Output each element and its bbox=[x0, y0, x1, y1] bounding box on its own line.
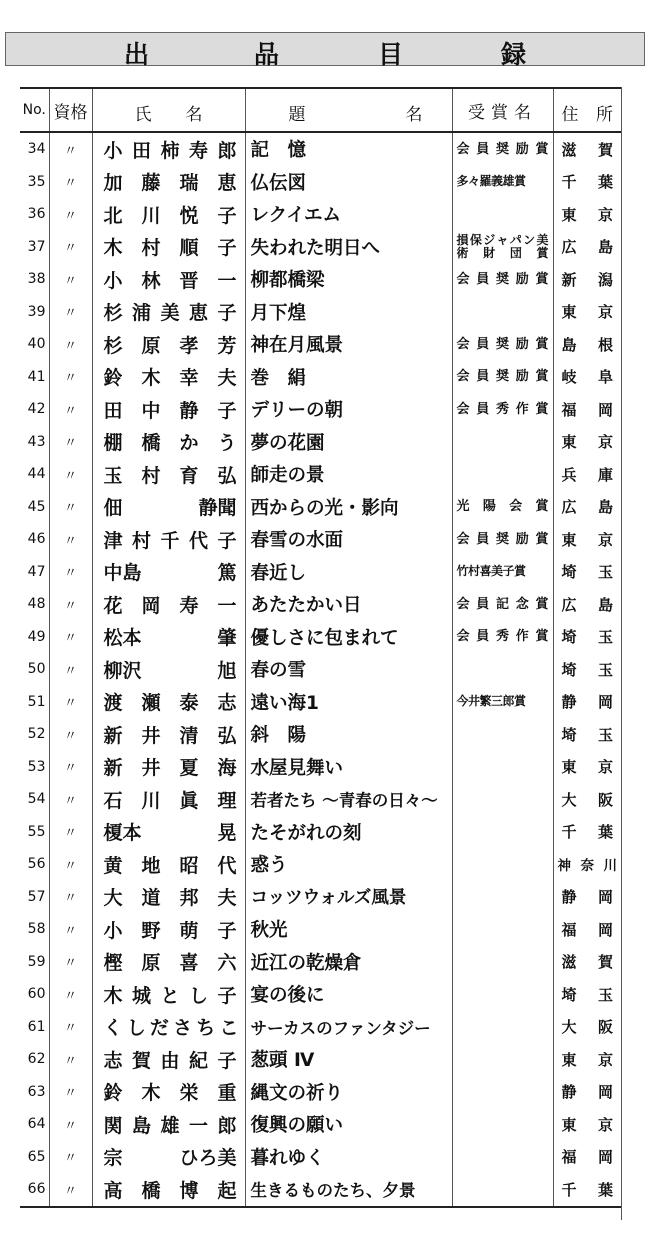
award-name bbox=[452, 198, 553, 231]
award-name: 会員奨励賞 bbox=[452, 263, 553, 296]
artist-family-name: 佃 bbox=[103, 497, 123, 520]
artwork-title: 若者たち ～青春の日々～ bbox=[245, 783, 452, 816]
prefecture: 兵庫 bbox=[553, 458, 621, 491]
award-name: 会員奨励賞 bbox=[452, 361, 553, 394]
entry-number: 59 bbox=[27, 953, 46, 970]
header-no: No. bbox=[20, 88, 49, 132]
award-name bbox=[452, 848, 553, 881]
artwork-title: 仏伝図 bbox=[245, 166, 452, 199]
prefecture: 東京 bbox=[553, 198, 621, 231]
artwork-title: 復興の願い bbox=[245, 1108, 452, 1141]
qualification-ditto: 〃 bbox=[49, 978, 92, 1011]
artist-name: 鈴木栄重 bbox=[92, 1076, 245, 1109]
artist-given-name: 晃 bbox=[217, 822, 237, 845]
artist-name: 津村千代子 bbox=[92, 523, 245, 556]
artwork-title: コッツウォルズ風景 bbox=[245, 881, 452, 914]
table-row bbox=[20, 393, 621, 426]
award-name bbox=[452, 783, 553, 816]
header-title-char: 題 bbox=[288, 105, 306, 125]
entry-number: 34 bbox=[27, 141, 46, 158]
artwork-title: 月下煌 bbox=[245, 296, 452, 329]
table-row bbox=[20, 1108, 621, 1141]
entry-number: 36 bbox=[27, 206, 46, 223]
table-row bbox=[20, 263, 621, 296]
prefecture: 岐阜 bbox=[553, 361, 621, 394]
artwork-title: 春の雪 bbox=[245, 653, 452, 686]
artwork-title: 失われた明日へ bbox=[245, 231, 452, 264]
award-name bbox=[452, 946, 553, 979]
entry-number: 57 bbox=[27, 888, 46, 905]
entry-number: 53 bbox=[27, 758, 46, 775]
artist-family-name: 中島 bbox=[103, 562, 142, 585]
entry-number: 63 bbox=[27, 1083, 46, 1100]
artist-name bbox=[92, 816, 245, 849]
table-row bbox=[20, 1173, 621, 1207]
entry-number: 41 bbox=[27, 368, 46, 385]
artwork-title: 遠い海1 bbox=[245, 686, 452, 719]
entry-number: 65 bbox=[27, 1148, 46, 1165]
entry-number: 61 bbox=[27, 1018, 46, 1035]
qualification-ditto: 〃 bbox=[49, 1043, 92, 1076]
entry-number: 58 bbox=[27, 921, 46, 938]
artwork-title: たそがれの刻 bbox=[245, 816, 452, 849]
artist-name: 小野萌子 bbox=[92, 913, 245, 946]
award-name bbox=[452, 426, 553, 459]
prefecture: 福岡 bbox=[553, 393, 621, 426]
artwork-title: 斜 陽 bbox=[245, 718, 452, 751]
artwork-title: 秋光 bbox=[245, 913, 452, 946]
prefecture: 広島 bbox=[553, 588, 621, 621]
artist-name bbox=[92, 621, 245, 654]
table-header-row bbox=[20, 88, 621, 132]
table-row bbox=[20, 132, 621, 166]
entry-number: 35 bbox=[27, 173, 46, 190]
artist-name: 黄地昭代 bbox=[92, 848, 245, 881]
table-row bbox=[20, 718, 621, 751]
artwork-title: 夢の花園 bbox=[245, 426, 452, 459]
entry-number: 37 bbox=[27, 238, 46, 255]
artwork-title: 神在月風景 bbox=[245, 328, 452, 361]
artwork-title: 惑う bbox=[245, 848, 452, 881]
artist-name: 小林晋一 bbox=[92, 263, 245, 296]
table-row bbox=[20, 848, 621, 881]
table-row bbox=[20, 231, 621, 264]
table-row bbox=[20, 686, 621, 719]
entry-number: 45 bbox=[27, 498, 46, 515]
prefecture: 千葉 bbox=[553, 816, 621, 849]
artwork-title: デリーの朝 bbox=[245, 393, 452, 426]
entry-number: 55 bbox=[27, 823, 46, 840]
entry-number: 40 bbox=[27, 336, 46, 353]
artist-name: 玉村育弘 bbox=[92, 458, 245, 491]
artwork-title: 優しさに包まれて bbox=[245, 621, 452, 654]
table-row bbox=[20, 361, 621, 394]
header-title bbox=[245, 88, 452, 132]
artwork-title: レクイエム bbox=[245, 198, 452, 231]
entry-number: 51 bbox=[27, 693, 46, 710]
award-name bbox=[452, 296, 553, 329]
artist-name: 樫原喜六 bbox=[92, 946, 245, 979]
table-row bbox=[20, 296, 621, 329]
artwork-title: 春雪の水面 bbox=[245, 523, 452, 556]
entry-number: 47 bbox=[27, 563, 46, 580]
prefecture: 広島 bbox=[553, 491, 621, 524]
prefecture: 神奈川 bbox=[553, 848, 621, 881]
artist-name bbox=[92, 491, 245, 524]
artist-name: 加藤瑞恵 bbox=[92, 166, 245, 199]
header-name bbox=[92, 88, 245, 132]
table-row bbox=[20, 1011, 621, 1044]
prefecture: 静岡 bbox=[553, 1076, 621, 1109]
artwork-title: 巻 絹 bbox=[245, 361, 452, 394]
artwork-title: 柳都橋梁 bbox=[245, 263, 452, 296]
page-title-char: 品 bbox=[254, 40, 280, 69]
page-title-char: 録 bbox=[501, 40, 527, 69]
artist-name: 高橋博起 bbox=[92, 1173, 245, 1207]
prefecture: 埼玉 bbox=[553, 978, 621, 1011]
artist-name: 田中静子 bbox=[92, 393, 245, 426]
table-row bbox=[20, 978, 621, 1011]
qualification-ditto: 〃 bbox=[49, 881, 92, 914]
prefecture: 東京 bbox=[553, 426, 621, 459]
award-name: 会員奨励賞 bbox=[452, 523, 553, 556]
award-name: 会員記念賞 bbox=[452, 588, 553, 621]
qualification-ditto: 〃 bbox=[49, 686, 92, 719]
table-row bbox=[20, 1043, 621, 1076]
artist-name: 花岡寿一 bbox=[92, 588, 245, 621]
artist-name: 木城とし子 bbox=[92, 978, 245, 1011]
table-row bbox=[20, 1141, 621, 1174]
entry-number: 66 bbox=[20, 1173, 49, 1207]
award-name bbox=[452, 1141, 553, 1174]
artist-name: 杉浦美恵子 bbox=[92, 296, 245, 329]
header-name-char: 名 bbox=[185, 105, 203, 125]
award-name bbox=[452, 653, 553, 686]
artist-name: 木村順子 bbox=[92, 231, 245, 264]
header-prefecture-char: 住 bbox=[561, 105, 579, 125]
artist-name: 新井夏海 bbox=[92, 751, 245, 784]
artist-family-name: 榎本 bbox=[103, 822, 142, 845]
header-award: 受賞名 bbox=[452, 88, 553, 132]
table-row bbox=[20, 458, 621, 491]
award-name bbox=[452, 978, 553, 1011]
header-prefecture-char: 所 bbox=[596, 105, 613, 125]
artist-family-name: 宗 bbox=[103, 1147, 123, 1170]
table-row bbox=[20, 816, 621, 849]
entry-number: 50 bbox=[27, 661, 46, 678]
award-name: 光陽会賞 bbox=[452, 491, 553, 524]
header-qualification: 資格 bbox=[49, 88, 92, 132]
qualification-ditto: 〃 bbox=[49, 198, 92, 231]
right-border-rule bbox=[621, 87, 622, 1220]
prefecture: 埼玉 bbox=[553, 621, 621, 654]
prefecture: 大阪 bbox=[553, 783, 621, 816]
entry-number: 52 bbox=[27, 726, 46, 743]
header-prefecture bbox=[553, 88, 621, 132]
award-name bbox=[452, 1173, 553, 1207]
table-row bbox=[20, 783, 621, 816]
award-name: 会員奨励賞 bbox=[452, 328, 553, 361]
entry-number: 48 bbox=[27, 596, 46, 613]
award-name bbox=[452, 816, 553, 849]
prefecture: 千葉 bbox=[553, 166, 621, 199]
artist-name: 小田柿寿郎 bbox=[92, 132, 245, 166]
award-name: 会員秀作賞 bbox=[452, 621, 553, 654]
prefecture: 埼玉 bbox=[553, 653, 621, 686]
award-name: 竹村喜美子賞 bbox=[452, 556, 553, 589]
qualification-ditto: 〃 bbox=[49, 231, 92, 264]
entry-number: 44 bbox=[27, 466, 46, 483]
prefecture: 埼玉 bbox=[553, 718, 621, 751]
artwork-title: 近江の乾燥倉 bbox=[245, 946, 452, 979]
header-name-char: 氏 bbox=[134, 105, 152, 125]
artist-name: 棚橋かう bbox=[92, 426, 245, 459]
qualification-ditto: 〃 bbox=[49, 458, 92, 491]
award-name: 今井繁三郎賞 bbox=[452, 686, 553, 719]
artwork-title: 縄文の祈り bbox=[245, 1076, 452, 1109]
qualification-ditto: 〃 bbox=[49, 296, 92, 329]
table-row bbox=[20, 913, 621, 946]
entry-number: 39 bbox=[27, 303, 46, 320]
table-row bbox=[20, 523, 621, 556]
prefecture: 滋賀 bbox=[553, 132, 621, 166]
qualification-ditto: 〃 bbox=[49, 1011, 92, 1044]
prefecture: 島根 bbox=[553, 328, 621, 361]
table-row bbox=[20, 881, 621, 914]
entry-number: 38 bbox=[27, 271, 46, 288]
award-name bbox=[452, 751, 553, 784]
table-row bbox=[20, 621, 621, 654]
artist-given-name: 旭 bbox=[217, 659, 237, 682]
qualification-ditto: 〃 bbox=[49, 263, 92, 296]
prefecture: 東京 bbox=[553, 523, 621, 556]
artist-name bbox=[92, 1141, 245, 1174]
prefecture: 広島 bbox=[553, 231, 621, 264]
table-row bbox=[20, 491, 621, 524]
prefecture: 東京 bbox=[553, 1043, 621, 1076]
prefecture: 東京 bbox=[553, 751, 621, 784]
page-title-char: 目 bbox=[378, 40, 404, 69]
award-name bbox=[452, 1076, 553, 1109]
award-name bbox=[452, 1011, 553, 1044]
artwork-title: 西からの光・影向 bbox=[245, 491, 452, 524]
header-title-char: 名 bbox=[405, 105, 423, 125]
entry-number: 49 bbox=[27, 628, 46, 645]
entry-number: 42 bbox=[27, 401, 46, 418]
prefecture: 福岡 bbox=[553, 1141, 621, 1174]
award-name bbox=[452, 913, 553, 946]
qualification-ditto: 〃 bbox=[49, 1173, 92, 1207]
qualification-ditto: 〃 bbox=[49, 1076, 92, 1109]
artwork-title: 記 憶 bbox=[245, 132, 452, 166]
qualification-ditto: 〃 bbox=[49, 816, 92, 849]
qualification-ditto: 〃 bbox=[49, 751, 92, 784]
artwork-title: 宴の後に bbox=[245, 978, 452, 1011]
artwork-title: あたたかい日 bbox=[245, 588, 452, 621]
artwork-title: 水屋見舞い bbox=[245, 751, 452, 784]
artist-name: 渡瀬泰志 bbox=[92, 686, 245, 719]
table-row bbox=[20, 588, 621, 621]
entry-number: 60 bbox=[27, 986, 46, 1003]
prefecture: 東京 bbox=[553, 1108, 621, 1141]
artwork-title: 生きるものたち、夕景 bbox=[245, 1173, 452, 1207]
artist-name: 石川眞理 bbox=[92, 783, 245, 816]
award-name: 多々羅義雄賞 bbox=[452, 166, 553, 199]
qualification-ditto: 〃 bbox=[49, 1141, 92, 1174]
artist-given-name: 静聞 bbox=[198, 497, 237, 520]
artist-family-name: 松本 bbox=[103, 627, 142, 650]
prefecture: 静岡 bbox=[553, 881, 621, 914]
qualification-ditto: 〃 bbox=[49, 166, 92, 199]
entry-number: 54 bbox=[27, 791, 46, 808]
table-row bbox=[20, 653, 621, 686]
qualification-ditto: 〃 bbox=[49, 361, 92, 394]
artist-family-name: 柳沢 bbox=[103, 659, 142, 682]
artist-name bbox=[92, 653, 245, 686]
award-name bbox=[452, 458, 553, 491]
award-name: 会員奨励賞 bbox=[452, 132, 553, 166]
artwork-title: 暮れゆく bbox=[245, 1141, 452, 1174]
prefecture: 千葉 bbox=[553, 1173, 621, 1207]
qualification-ditto: 〃 bbox=[49, 718, 92, 751]
artwork-title: 春近し bbox=[245, 556, 452, 589]
qualification-ditto: 〃 bbox=[49, 523, 92, 556]
qualification-ditto: 〃 bbox=[49, 946, 92, 979]
qualification-ditto: 〃 bbox=[49, 556, 92, 589]
artwork-title: 師走の景 bbox=[245, 458, 452, 491]
artist-name: 志賀由紀子 bbox=[92, 1043, 245, 1076]
table-row bbox=[20, 946, 621, 979]
artist-name: 北川悦子 bbox=[92, 198, 245, 231]
qualification-ditto: 〃 bbox=[49, 848, 92, 881]
artist-name: くしださちこ bbox=[92, 1011, 245, 1044]
table-row bbox=[20, 426, 621, 459]
table-row bbox=[20, 166, 621, 199]
prefecture: 大阪 bbox=[553, 1011, 621, 1044]
prefecture: 東京 bbox=[553, 296, 621, 329]
award-name bbox=[452, 881, 553, 914]
artwork-title: サーカスのファンタジー bbox=[245, 1011, 452, 1044]
qualification-ditto: 〃 bbox=[49, 328, 92, 361]
prefecture: 静岡 bbox=[553, 686, 621, 719]
artist-given-name: 肇 bbox=[217, 627, 237, 650]
award-name: 会員秀作賞 bbox=[452, 393, 553, 426]
table-row bbox=[20, 198, 621, 231]
qualification-ditto: 〃 bbox=[49, 1108, 92, 1141]
prefecture: 埼玉 bbox=[553, 556, 621, 589]
artist-name: 杉原孝芳 bbox=[92, 328, 245, 361]
prefecture: 福岡 bbox=[553, 913, 621, 946]
artist-given-name: 篤 bbox=[217, 562, 237, 585]
qualification-ditto: 〃 bbox=[49, 491, 92, 524]
entry-rows bbox=[20, 132, 621, 1207]
prefecture: 滋賀 bbox=[553, 946, 621, 979]
artist-given-name: ひろ美 bbox=[179, 1147, 237, 1170]
qualification-ditto: 〃 bbox=[49, 653, 92, 686]
award-name bbox=[452, 1108, 553, 1141]
artist-name: 新井清弘 bbox=[92, 718, 245, 751]
award-name: 損保ジャパン美術財団賞 bbox=[452, 231, 553, 264]
table-row bbox=[20, 556, 621, 589]
entry-number: 64 bbox=[27, 1116, 46, 1133]
qualification-ditto: 〃 bbox=[49, 132, 92, 166]
qualification-ditto: 〃 bbox=[49, 426, 92, 459]
table-row bbox=[20, 751, 621, 784]
entry-number: 46 bbox=[27, 531, 46, 548]
artist-name: 大道邦夫 bbox=[92, 881, 245, 914]
entry-list-table bbox=[20, 87, 621, 1208]
page-title-char: 出 bbox=[124, 40, 150, 69]
award-name bbox=[452, 1043, 553, 1076]
qualification-ditto: 〃 bbox=[49, 783, 92, 816]
prefecture: 新潟 bbox=[553, 263, 621, 296]
award-name bbox=[452, 718, 553, 751]
entry-number: 43 bbox=[27, 433, 46, 450]
qualification-ditto: 〃 bbox=[49, 588, 92, 621]
table-row bbox=[20, 328, 621, 361]
entry-number: 56 bbox=[27, 856, 46, 873]
entry-number: 62 bbox=[27, 1051, 46, 1068]
qualification-ditto: 〃 bbox=[49, 393, 92, 426]
table-row bbox=[20, 1076, 621, 1109]
artist-name: 関島雄一郎 bbox=[92, 1108, 245, 1141]
qualification-ditto: 〃 bbox=[49, 913, 92, 946]
artwork-title: 葱頭 Ⅳ bbox=[245, 1043, 452, 1076]
qualification-ditto: 〃 bbox=[49, 621, 92, 654]
page-title-banner bbox=[5, 32, 645, 69]
artist-name: 鈴木幸夫 bbox=[92, 361, 245, 394]
artist-name bbox=[92, 556, 245, 589]
